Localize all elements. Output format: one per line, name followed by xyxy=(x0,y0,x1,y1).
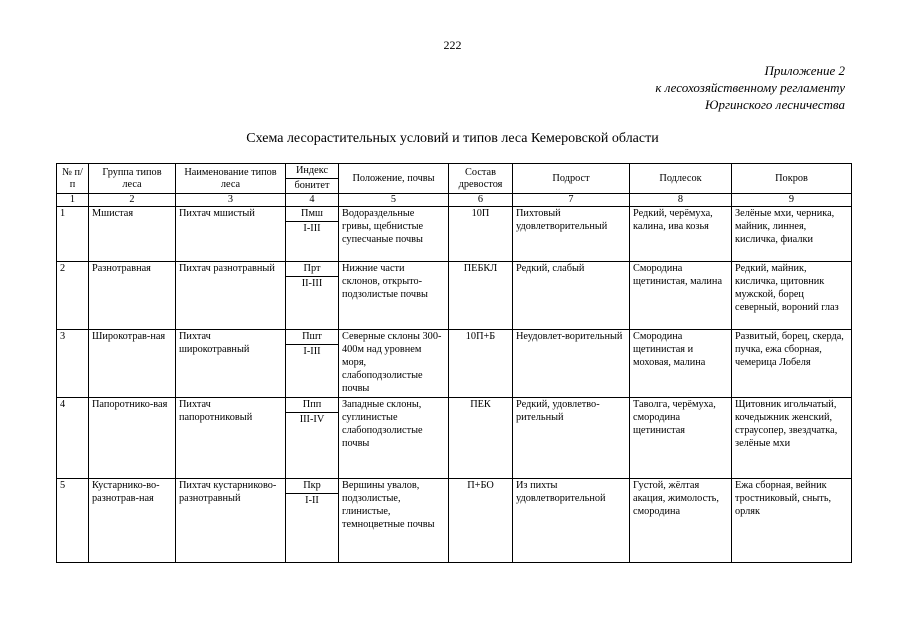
cell-shrubs: Смородина щетинистая и моховая, малина xyxy=(630,330,732,398)
cell-composition: 10П+Б xyxy=(449,330,513,398)
cell-group: Мшистая xyxy=(89,207,176,262)
cell-cover: Ежа сборная, вейник тростниковый, сныть, орляк xyxy=(732,479,852,563)
header-cover: Покров xyxy=(732,164,852,194)
table-row xyxy=(57,398,852,413)
header-composition: Состав древостоя xyxy=(449,164,513,194)
cell-bonitet: III-IV xyxy=(286,413,339,479)
cell-num: 4 xyxy=(57,398,89,479)
cell-position: Вершины увалов, подзолистые, глинистые, темноцветные почвы xyxy=(339,479,449,563)
cell-cover: Зелёные мхи, черника, майник, линнея, кисличка, фиалки xyxy=(732,207,852,262)
cell-index: Пкр xyxy=(286,479,339,494)
document-title: Схема лесорастительных условий и типов леса Кемеровской области xyxy=(246,131,659,146)
cell-shrubs: Редкий, черёмуха, калина, ива козья xyxy=(630,207,732,262)
header-row xyxy=(57,164,852,179)
appendix-line-2: к лесохозяйственному регламенту xyxy=(655,80,845,95)
appendix-line-1: Приложение 2 xyxy=(764,63,845,78)
table-row xyxy=(57,330,852,345)
cell-position: Нижние части склонов, открыто-подзолистые почвы xyxy=(339,262,449,330)
table-header xyxy=(57,164,852,194)
cell-shrubs: Смородина щетинистая, малина xyxy=(630,262,732,330)
cell-composition: П+БО xyxy=(449,479,513,563)
forest-types-table xyxy=(56,163,852,563)
cell-composition: ПЕК xyxy=(449,398,513,479)
cell-group: Широкотрав-ная xyxy=(89,330,176,398)
table-row xyxy=(57,479,852,494)
cell-index: Пшт xyxy=(286,330,339,345)
column-number: 4 xyxy=(286,194,339,207)
cell-index: Пмш xyxy=(286,207,339,222)
cell-bonitet: I-III xyxy=(286,222,339,262)
cell-undergrowth: Неудовлет-ворительный xyxy=(513,330,630,398)
header-position: Положение, почвы xyxy=(339,164,449,194)
cell-composition: ПЕБКЛ xyxy=(449,262,513,330)
header-num: № п/п xyxy=(57,164,89,194)
cell-undergrowth: Редкий, удовлетво-рительный xyxy=(513,398,630,479)
cell-num: 5 xyxy=(57,479,89,563)
cell-index: Ппп xyxy=(286,398,339,413)
cell-cover: Развитый, борец, скерда, пучка, ежа сборная, чемерица Лобеля xyxy=(732,330,852,398)
table-row xyxy=(57,262,852,277)
cell-bonitet: I-II xyxy=(286,494,339,563)
cell-num: 2 xyxy=(57,262,89,330)
table-row xyxy=(57,207,852,222)
column-number: 7 xyxy=(513,194,630,207)
cell-composition: 10П xyxy=(449,207,513,262)
cell-bonitet: II-III xyxy=(286,277,339,330)
appendix-line-3: Юргинского лесничества xyxy=(705,97,845,112)
cell-position: Водораздельные гривы, щебнистые супесчаные почвы xyxy=(339,207,449,262)
cell-name: Пихтач мшистый xyxy=(176,207,286,262)
column-number: 6 xyxy=(449,194,513,207)
cell-undergrowth: Пихтовый удовлетворительный xyxy=(513,207,630,262)
column-number: 1 xyxy=(57,194,89,207)
cell-undergrowth: Из пихты удовлетворительной xyxy=(513,479,630,563)
cell-position: Западные склоны, суглинистые слабоподзолистые почвы xyxy=(339,398,449,479)
appendix-note xyxy=(655,62,845,113)
cell-position: Северные склоны 300-400м над уровнем моря, слабоподзолистые почвы xyxy=(339,330,449,398)
cell-name: Пихтач широкотравный xyxy=(176,330,286,398)
column-number: 9 xyxy=(732,194,852,207)
cell-shrubs: Таволга, черёмуха, смородина щетинистая xyxy=(630,398,732,479)
cell-name: Пихтач папоротниковый xyxy=(176,398,286,479)
cell-num: 3 xyxy=(57,330,89,398)
table-body xyxy=(57,194,852,563)
cell-num: 1 xyxy=(57,207,89,262)
header-name: Наименование типов леса xyxy=(176,164,286,194)
cell-shrubs: Густой, жёлтая акация, жимолость, смородина xyxy=(630,479,732,563)
column-number: 3 xyxy=(176,194,286,207)
cell-cover: Щитовник игольчатый, кочедыжник женский, страусопер, звездчатка, зелёные мхи xyxy=(732,398,852,479)
header-index: Индекс xyxy=(286,164,339,179)
column-number: 8 xyxy=(630,194,732,207)
header-shrubs: Подлесок xyxy=(630,164,732,194)
cell-group: Кустарнико-во-разнотрав-ная xyxy=(89,479,176,563)
column-number: 2 xyxy=(89,194,176,207)
cell-group: Разнотравная xyxy=(89,262,176,330)
cell-index: Прт xyxy=(286,262,339,277)
cell-undergrowth: Редкий, слабый xyxy=(513,262,630,330)
cell-name: Пихтач разнотравный xyxy=(176,262,286,330)
column-number-row xyxy=(57,194,852,207)
cell-name: Пихтач кустарниково-разнотравный xyxy=(176,479,286,563)
column-number: 5 xyxy=(339,194,449,207)
cell-group: Папоротнико-вая xyxy=(89,398,176,479)
header-bonitet: бонитет xyxy=(286,179,339,194)
page-number: 222 xyxy=(443,38,462,52)
header-group: Группа типов леса xyxy=(89,164,176,194)
cell-cover: Редкий, майник, кисличка, щитовник мужской, борец северный, вороний глаз xyxy=(732,262,852,330)
cell-bonitet: I-III xyxy=(286,345,339,398)
header-undergrowth: Подрост xyxy=(513,164,630,194)
